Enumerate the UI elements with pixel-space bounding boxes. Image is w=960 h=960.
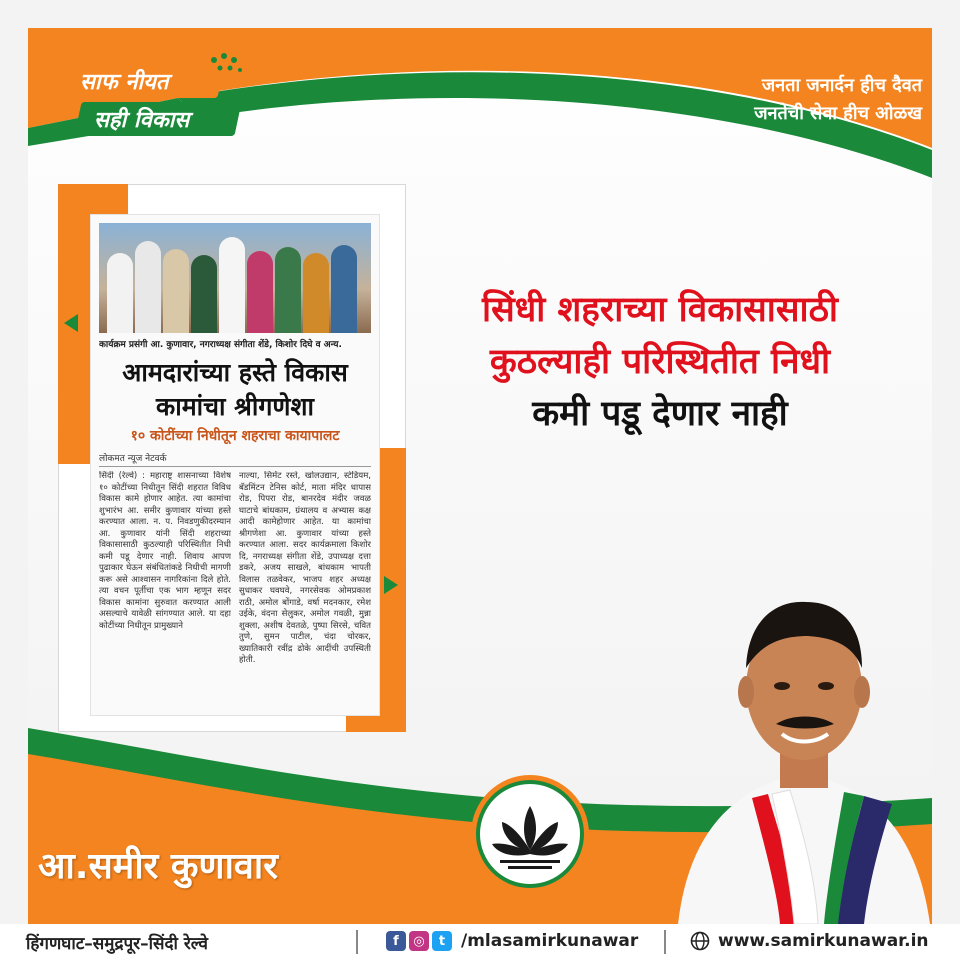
main-headline-line3: कमी पडू देणार नाही <box>532 394 788 434</box>
photo-person <box>275 247 301 333</box>
newspaper-source: लोकमत न्यूज नेटवर्क <box>99 451 371 467</box>
sparkle-icon <box>206 50 246 84</box>
twitter-icon[interactable]: t <box>432 931 452 951</box>
photo-person <box>219 237 245 333</box>
photo-person <box>247 251 273 333</box>
newspaper-headline-line1: आमदारांच्या हस्ते विकास <box>122 358 348 387</box>
facebook-icon[interactable]: f <box>386 931 406 951</box>
constituency-text: हिंगणघाट–समुद्रपूर–सिंदी रेल्वे <box>26 934 208 954</box>
main-headline-line1: सिंधी शहराच्या विकासासाठी <box>482 290 838 330</box>
logo-text-line2: सही विकास <box>94 108 190 133</box>
website-link[interactable] <box>690 931 929 951</box>
newspaper-subheadline: १० कोटींच्या निधीतून शहराचा कायापालट <box>130 428 340 444</box>
photo-person <box>303 253 329 333</box>
newspaper-headline-line2: कामांचा श्रीगणेशा <box>156 392 314 421</box>
logo-text-line1: साफ नीयत <box>80 70 169 95</box>
newspaper-column-1: सिंदी (रेल्वे) : महाराष्ट्र शासनाच्या विशेष १० कोटींच्या निधीतून सिंदी शहरात विविध विकास कामे होणार आहेत. त्या कामांचा शुभारंभ आ. समीर कुणावार यांच्या हस्ते करण्यात आला. न. प. निवडणुकीदरम्यान आ. कुणावार यांनी सिंदी शहराच्या विकासासाठी कुठल्याही परिस्थितीत निधी कमी पडू देणार नाही. शिवाय आपण पुढाकार घेऊन संबंधितांकडे निधीची मागणी करू असे आश्वासन नागरिकांना दिले होते. त्या वचन पूर्तीचा एक भाग म्हणून सदर विकास कामांना सुरुवात करण्यात आली असल्याचे यावेळी सांगण्यात आले. या दहा कोटींच्या निधीतून प्रामुख्याने <box>99 471 231 631</box>
newspaper-body <box>99 471 371 703</box>
photo-person <box>135 241 161 333</box>
leader-name: आ.समीर कुणावार <box>38 846 278 887</box>
lotus-icon <box>480 784 580 884</box>
instagram-icon[interactable]: ◎ <box>409 931 429 951</box>
social-handle[interactable]: /mlasamirkunawar <box>461 931 639 951</box>
newspaper-column-2: नाल्या, सिमेंट रस्ते, खोलउद्यान, स्टेडियम, बॅडमिंटन टेनिस कोर्ट, माता मंदिर धापास रोड, पिपरा रोड, बानरदेव मंदीर जवळ घाटाचे बांधकाम, ग्रंथालय व अभ्यास कक्ष आदी कामेहोणार आहेत. या कामांचा श्रीगणेशा आ. कुणावार यांच्या हस्ते करण्यात आला. सदर कार्यक्रमाला किशोर दि, नगराध्यक्ष संगीता शेंडे, उपाध्यक्ष दत्ता डकरे, अजय साखले, बांधकाम भापती विलास तळवेकर, भाजप शहर अध्यक्ष सुधाकर घवघवे, नगरसेवक ओमप्रकाश राठी, अमोल बोंगाडे, वर्षा मदनकार, रमेश उईके, वंदना सेलुकर, अमोल गवळी, मुन्ना शुक्ला, अशीष देवतळे, पुष्पा सिरसे, चवित तुणे, सुमन पाटील, चंदा चोरकर, ख्यातिकारी रवींद्र ढोके आदींची उपस्थिती होती. <box>239 471 371 665</box>
footer-divider <box>356 930 358 954</box>
slogan-line1: जनता जनार्दन हीच दैवत <box>761 75 922 96</box>
photo-caption: कार्यक्रम प्रसंगी आ. कुणावार, नगराध्यक्ष संगीता शेंडे, किशोर दिघे व अन्य. <box>99 340 342 350</box>
slogan <box>754 72 922 128</box>
main-headline-line2: कुठल्याही परिस्थितीत निधी <box>489 342 831 382</box>
photo-person <box>331 245 357 333</box>
arrow-left-icon <box>64 314 78 332</box>
website-url: www.samirkunawar.in <box>718 931 929 951</box>
slogan-line2: जनतेची सेवा हीच ओळख <box>754 103 922 124</box>
footer-divider <box>664 930 666 954</box>
newspaper-photo <box>99 223 371 333</box>
arrow-right-icon <box>384 576 398 594</box>
leader-portrait <box>668 568 932 924</box>
photo-person <box>163 249 189 333</box>
globe-icon <box>690 931 710 951</box>
photo-person <box>191 255 217 333</box>
footer-bar <box>0 924 960 960</box>
newspaper-clipping <box>90 214 380 716</box>
photo-person <box>107 253 133 333</box>
main-headline <box>400 284 920 440</box>
social-links <box>386 931 638 951</box>
bjp-lotus-emblem <box>476 780 584 888</box>
poster-canvas <box>28 28 932 924</box>
saaf-niyat-logo <box>56 46 246 136</box>
newspaper-headline <box>99 356 371 424</box>
